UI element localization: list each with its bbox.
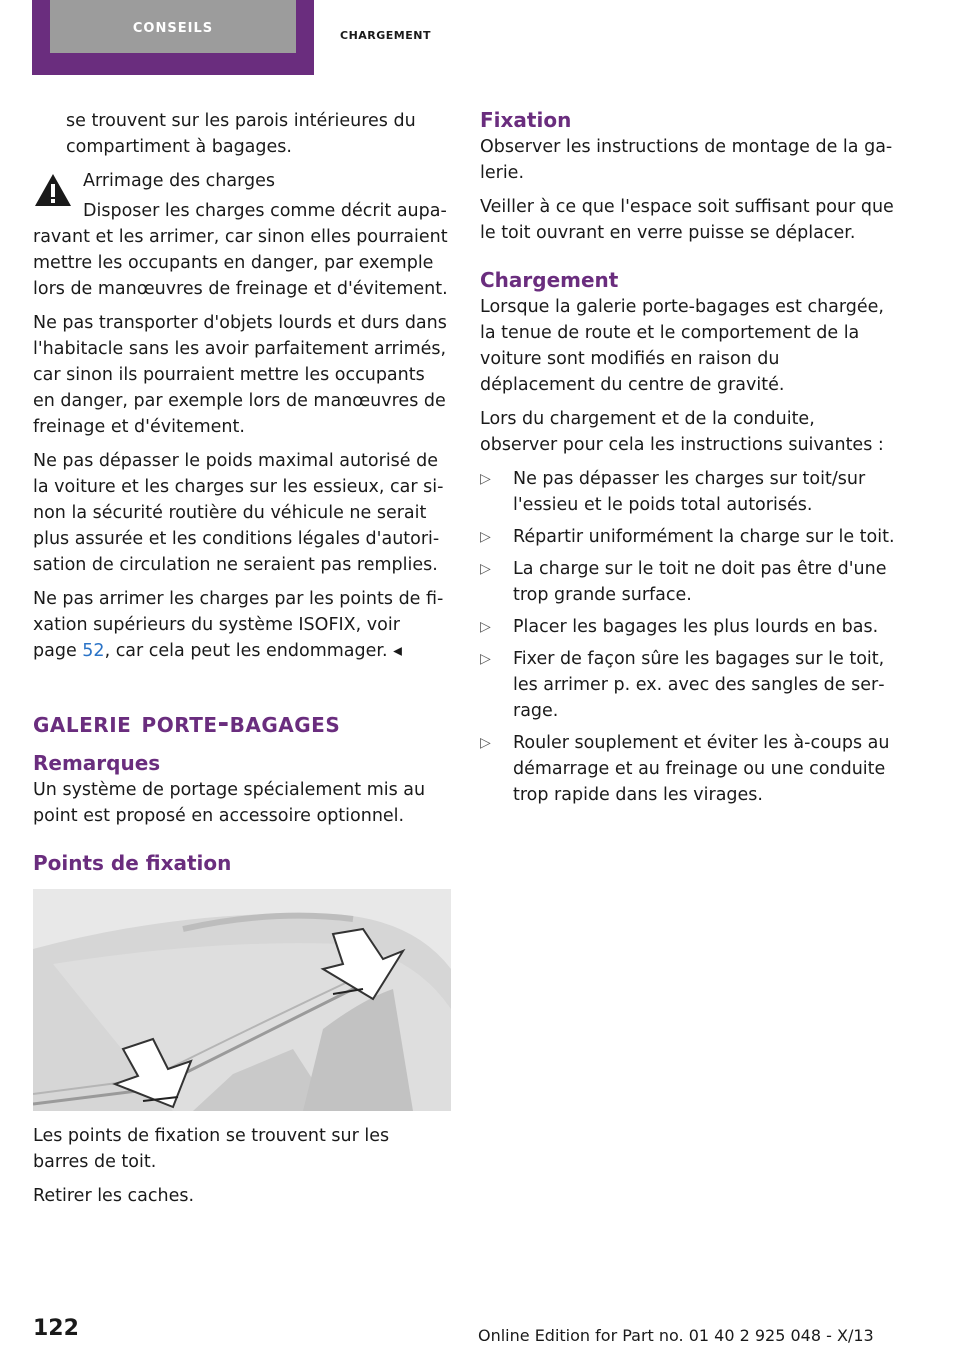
list-item <box>480 524 895 550</box>
chargement-paragraph-1: Lorsque la galerie porte-bagages est chargée, la tenue de route et le comportement de la voiture sont modifiés en raison du déplacement du centre de gravité. <box>480 297 884 395</box>
list-item-text: Fixer de façon sûre les bagages sur le toit, les arrimer p. ex. avec des sangles de serrage. <box>513 649 885 721</box>
page-link-52[interactable]: 52 <box>82 641 105 661</box>
isofix-text-after: , car cela peut les endommager. <box>104 641 388 661</box>
subtitle-chargement: Chargement <box>480 268 619 292</box>
roof-fixation-points-illustration <box>33 889 451 1111</box>
fixation-paragraph-1: Observer les instructions de montage de la galerie. <box>480 137 893 183</box>
tab-label-conseils: conseils <box>132 16 214 37</box>
bullet-triangle-icon: ▷ <box>480 735 491 751</box>
end-mark-icon: ◂ <box>393 641 402 661</box>
list-item-text: Répartir uniformément la charge sur le toit. <box>513 527 895 547</box>
warning-block <box>33 168 448 302</box>
subtitle-fixation: Fixation <box>480 108 572 132</box>
list-item <box>480 614 895 640</box>
bullet-triangle-icon: ▷ <box>480 529 491 545</box>
list-item <box>480 466 895 518</box>
list-item-text: Placer les bagages les plus lourds en bas. <box>513 617 879 637</box>
list-item-text: Ne pas dépasser les charges sur toit/sur l'essieu et le poids total autorisés. <box>513 469 866 515</box>
chargement-paragraph-2: Lors du chargement et de la conduite, observer pour cela les instructions suivantes : <box>480 409 884 455</box>
page-number: 122 <box>33 1316 79 1341</box>
paragraph-poids-maximal: Ne pas dépasser le poids maximal autorisé de la voiture et les charges sur les essieux, car sinon la sécurité routière du véhicule ne serait plus assurée et les conditions légales d'autorisation de circulation ne seraient pas remplies. <box>33 451 444 575</box>
bullet-triangle-icon: ▷ <box>480 619 491 635</box>
chargement-instructions-list <box>480 466 895 808</box>
left-column <box>33 108 448 1217</box>
caption-barres-toit: Les points de fixation se trouvent sur les barres de toit. <box>33 1126 390 1172</box>
list-item-text: Rouler souplement et éviter les à-coups au démarrage et au freinage ou une conduite trop rapide dans les virages. <box>513 733 890 805</box>
list-item <box>480 556 895 608</box>
header-section-label: chargement <box>340 24 431 43</box>
header-tab-active <box>32 0 314 75</box>
list-item-text: La charge sur le toit ne doit pas être d'une trop grande surface. <box>513 559 887 605</box>
fixation-paragraph-2: Veiller à ce que l'espace soit suffisant pour que le toit ouvrant en verre puisse se déplacer. <box>480 197 894 243</box>
intro-text: se trouvent sur les parois intérieures du compartiment à bagages. <box>66 111 416 157</box>
bullet-triangle-icon: ▷ <box>480 471 491 487</box>
list-item <box>480 730 895 808</box>
subtitle-remarques: Remarques <box>33 751 161 775</box>
list-item <box>480 646 895 724</box>
isofix-text-before: Ne pas arrimer les charges par les points de fixation supérieurs du système ISOFIX, voir page <box>33 589 444 661</box>
remarques-text: Un système de portage spécialement mis au point est proposé en accessoire optionnel. <box>33 780 426 826</box>
paragraph-objets-lourds: Ne pas transporter d'objets lourds et durs dans l'habitacle sans les avoir parfaitement arrimés, car sinon ils pourraient mettre les occupants en danger, par exemple lors de manœuvres de freinage et d'évitement. <box>33 313 447 437</box>
warning-title: Arrimage des charges <box>83 171 275 191</box>
warning-triangle-icon <box>33 172 73 208</box>
paragraph-isofix <box>33 586 448 664</box>
subtitle-points-fixation: Points de fixation <box>33 851 232 875</box>
caption-retirer-caches: Retirer les caches. <box>33 1186 195 1206</box>
right-column <box>480 108 895 814</box>
footer-edition: Online Edition for Part no. 01 40 2 925 048 - X/13 <box>478 1326 874 1345</box>
warning-text: Disposer les charges comme décrit auparavant et les arrimer, car sinon elles pourraient mettre les occupants en danger, par exemple lors de manœuvres de freinage et d'évitement. <box>33 201 448 299</box>
bullet-triangle-icon: ▷ <box>480 651 491 667</box>
bullet-triangle-icon: ▷ <box>480 561 491 577</box>
section-title-galerie: galerie porte-bagages <box>33 706 341 739</box>
